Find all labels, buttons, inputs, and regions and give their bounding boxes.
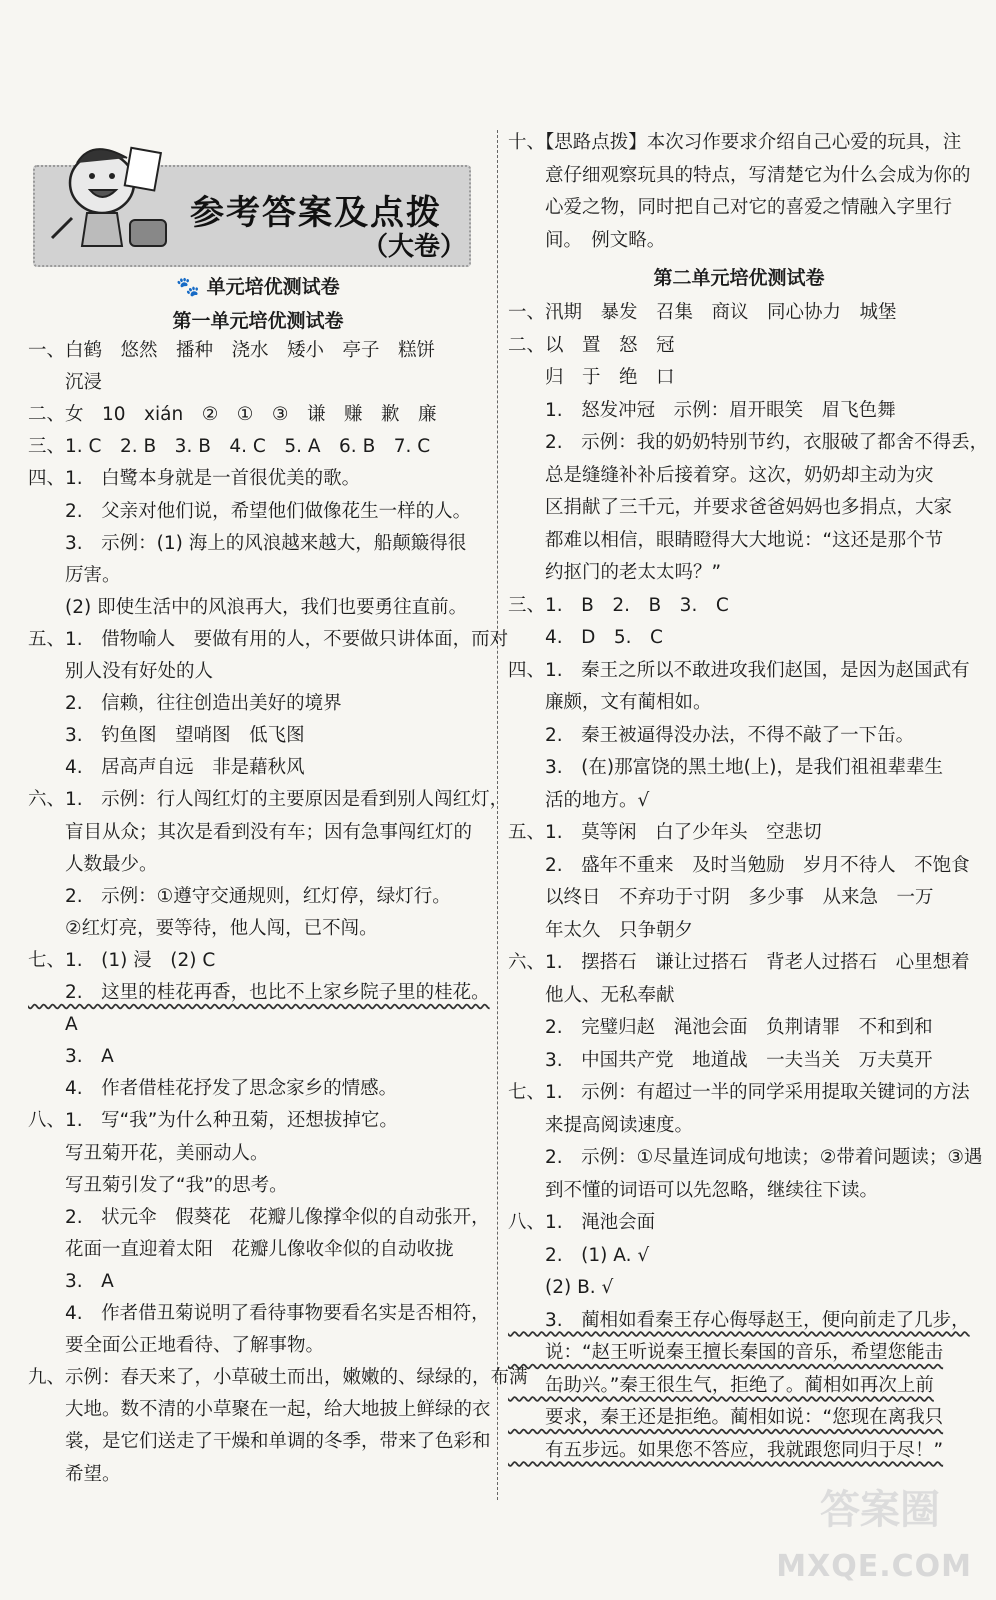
answer-line: (2) 即使生活中的风浪再大，我们也要勇往直前。 [28, 596, 468, 618]
answer-line: 4. 居高声自远 非是藉秋风 [28, 757, 305, 779]
answer-line: 六、1. 示例：行人闯红灯的主要原因是看到别人闯红灯， [28, 789, 509, 811]
answer-line: 写丑菊引发了“我”的思考。 [28, 1174, 288, 1196]
answer-line: 3. 中国共产党 地道战 一夫当关 万夫莫开 [508, 1049, 933, 1071]
answer-line: 别人没有好处的人 [28, 661, 214, 682]
answer-line: 四、1. 白鹭本身就是一首很优美的歌。 [28, 468, 361, 490]
answer-line: 3. 钓鱼图 望哨图 低飞图 [28, 725, 305, 747]
answer-line: 3. 蔺相如看秦王存心侮辱赵王，便向前走了几步， [508, 1309, 970, 1331]
watermark-url: MXQE.COM [776, 1549, 972, 1584]
answer-line: 4. 作者借桂花抒发了思念家乡的情感。 [28, 1078, 398, 1100]
answer-line: 3. 示例：(1) 海上的风浪越来越大，船颠簸得很 [28, 532, 467, 554]
answer-line: 有五步远。如果您不答应，我就跟您同归于尽！” [508, 1439, 944, 1461]
answer-line: 二、以 置 怒 冠 [508, 334, 675, 356]
answer-line: 意仔细观察玩具的特点，写清楚它为什么会成为你的 [508, 164, 971, 186]
answer-line: 人数最少。 [28, 853, 158, 875]
answer-line: A [28, 1014, 78, 1036]
answer-line: 3. (在)那富饶的黑土地(上)，是我们祖祖辈辈生 [508, 757, 944, 778]
answer-line: ②红灯亮，要等待，他人闯，已不闯。 [28, 917, 378, 939]
answer-line: 区捐献了三千元，并要求爸爸妈妈也多捐点，大家 [508, 497, 953, 518]
answer-line: 2. 这里的桂花再香，也比不上家乡院子里的桂花。 [28, 982, 490, 1003]
answer-line: 厉害。 [28, 564, 121, 586]
answer-line: 一、汛期 暴发 召集 商议 同心协力 城堡 [508, 302, 897, 323]
answer-line: 八、1. 写“我”为什么种丑菊，还想拔掉它。 [28, 1110, 398, 1132]
answer-line: 2. 示例：①遵守交通规则，红灯停，绿灯行。 [28, 885, 451, 907]
answer-line: 沉浸 [28, 372, 103, 394]
page-title: 参考答案及点拨 [190, 193, 442, 233]
answer-line: 心爱之物，同时把自己对它的喜爱之情融入字里行 [508, 197, 953, 218]
section-title-text: 单元培优测试卷 [206, 276, 340, 298]
answer-line: 2. 完璧归赵 渑池会面 负荆请罪 不和到和 [508, 1017, 933, 1038]
answer-line: 一、白鹤 悠然 播种 浇水 矮小 亭子 糕饼 [28, 340, 436, 361]
answer-line: 裳，是它们送走了干燥和单调的冬季，带来了色彩和 [28, 1431, 491, 1453]
section-title [28, 274, 488, 300]
answer-line: 2. 状元伞 假葵花 花瓣儿像撑伞似的自动张开， [28, 1206, 490, 1228]
answer-line: 都难以相信，眼睛瞪得大大地说：“这还是那个节 [508, 529, 944, 551]
answer-line: 说：“赵王听说秦王擅长秦国的音乐，希望您能击 [508, 1342, 944, 1363]
unit-title-2: 第二单元培优测试卷 [653, 267, 825, 289]
paw-icon: 🐾 [176, 276, 201, 298]
answer-line: 4. 作者借丑菊说明了看待事物要看名实是否相符， [28, 1303, 490, 1324]
answer-line: 以终日 不弃功于寸阴 多少事 从来急 一万 [508, 887, 934, 908]
answer-line: 六、1. 摆搭石 谦让过搭石 背老人过搭石 心里想着 [508, 952, 970, 973]
answer-line: (2) B. √ [508, 1277, 614, 1298]
answer-line: 缶助兴。”秦王很生气，拒绝了。蔺相如再次上前 [508, 1374, 934, 1396]
answer-line: 要全面公正地看待、了解事物。 [28, 1335, 325, 1357]
answer-line: 归 于 绝 口 [508, 367, 675, 388]
answer-line: 二、女 10 xián ② ① ③ 谦 赚 歉 廉 [28, 404, 437, 426]
answer-line: 盲目从众；其次是看到没有车；因有急事闯红灯的 [28, 821, 473, 843]
answer-line: 约抠门的老太太吗？” [508, 562, 722, 583]
column-divider [497, 130, 498, 1500]
answer-line: 2. 示例：①尽量连词成句地读；②带着问题读；③遇 [508, 1147, 983, 1168]
answer-line: 1. 怒发冲冠 示例：眉开眼笑 眉飞色舞 [508, 399, 896, 421]
answer-line: 活的地方。√ [508, 789, 650, 811]
answer-line: 写丑菊开花，美丽动人。 [28, 1142, 269, 1164]
answer-line: 四、1. 秦王之所以不敢进攻我们赵国，是因为赵国武有 [508, 659, 970, 681]
mascot-illustration [32, 128, 182, 258]
answer-line: 八、1. 渑池会面 [508, 1212, 656, 1233]
answer-line: 年太久 只争朝夕 [508, 919, 694, 941]
answer-line: 2. 信赖，往往创造出美好的境界 [28, 693, 342, 715]
answer-line: 三、1. B 2. B 3. C [508, 594, 729, 616]
answer-line: 七、1. 示例：有超过一半的同学采用提取关键词的方法 [508, 1082, 970, 1103]
answer-line: 大地。数不清的小草聚在一起，给大地披上鲜绿的衣 [28, 1399, 491, 1421]
answer-line: 4. D 5. C [508, 627, 663, 648]
answer-line: 三、1. C 2. B 3. B 4. C 5. A 6. B 7. C [28, 436, 431, 458]
answer-line: 间。 例文略。 [508, 229, 666, 251]
page-subtitle: （大卷） [362, 232, 467, 262]
answer-line: 希望。 [28, 1463, 121, 1485]
answer-line: 来提高阅读速度。 [508, 1114, 694, 1136]
answer-line: 2. (1) A. √ [508, 1244, 650, 1266]
answer-line: 要求，秦王还是拒绝。蔺相如说：“您现在离我只 [508, 1407, 944, 1428]
answer-line: 五、1. 借物喻人 要做有用的人，不要做只讲体面，而对 [28, 628, 509, 650]
answer-line: 五、1. 莫等闲 白了少年头 空悲切 [508, 822, 822, 843]
answer-line: 十、【思路点拨】本次习作要求介绍自己心爱的玩具，注 [508, 132, 962, 153]
answer-line: 总是缝缝补补后接着穿。这次，奶奶却主动为灾 [508, 464, 934, 486]
answer-line: 2. 秦王被逼得没办法，不得不敲了一下缶。 [508, 724, 915, 746]
answer-line: 他人、无私奉献 [508, 984, 675, 1006]
answer-line: 九、示例：春天来了，小草破土而出，嫩嫩的、绿绿的，布满 [28, 1367, 528, 1389]
answer-line: 2. 父亲对他们说，希望他们做像花生一样的人。 [28, 500, 472, 522]
answer-line: 七、1. (1) 浸 (2) C [28, 949, 216, 971]
answer-line: 3. A [28, 1270, 114, 1292]
answer-line: 3. A [28, 1046, 114, 1068]
answer-line: 2. 盛年不重来 及时当勉励 岁月不待人 不饱食 [508, 854, 970, 876]
answer-line: 廉颇，文有蔺相如。 [508, 692, 712, 713]
answer-line: 花面一直迎着太阳 花瓣儿像收伞似的自动收拢 [28, 1238, 454, 1260]
watermark-logo: 答案圈 [820, 1487, 940, 1533]
answer-line: 到不懂的词语可以先忽略，继续往下读。 [508, 1179, 879, 1201]
answer-line: 2. 示例：我的奶奶特别节约，衣服破了都舍不得丢， [508, 432, 989, 453]
unit-title: 第一单元培优测试卷 [172, 310, 344, 332]
